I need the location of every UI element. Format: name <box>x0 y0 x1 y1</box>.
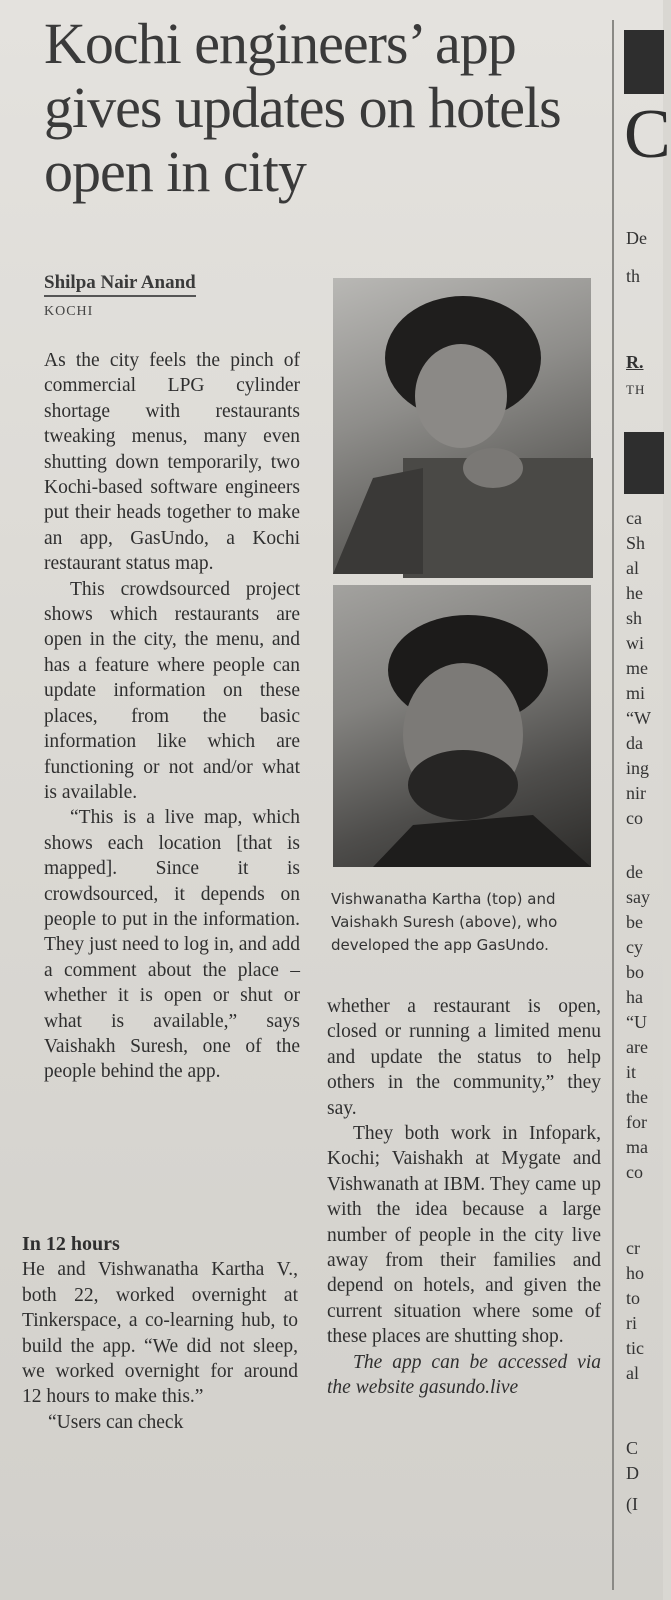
adjacent-text: tic <box>626 1338 644 1358</box>
adjacent-text: “U <box>626 1012 647 1032</box>
adjacent-text: co <box>626 808 643 828</box>
adjacent-dateline: TH <box>626 382 646 397</box>
adjacent-text: da <box>626 733 643 753</box>
adjacent-text: ma <box>626 1137 648 1157</box>
adjacent-text: say <box>626 887 650 907</box>
adjacent-text: it <box>626 1062 637 1082</box>
adjacent-text: for <box>626 1112 647 1132</box>
photo-caption: Vishwanatha Kartha (top) and Vaishakh Suresh (above), who developed the app GasUndo. <box>331 890 558 954</box>
photo-vaishakh-suresh <box>333 585 591 867</box>
article-column-2 <box>327 994 601 1401</box>
portrait-illustration <box>333 278 591 574</box>
adjacent-text: al <box>626 1363 639 1383</box>
adjacent-text: co <box>626 1162 643 1182</box>
article-headline: Kochi engineers’ app gives updates on hotels open in city <box>44 11 561 204</box>
adjacent-text: be <box>626 912 643 932</box>
paragraph: This crowdsourced project shows which restaurants are open in the city, the menu, and has a feature where people can update information on these places, from the basic information like which are functioning or not and/or what is available. <box>44 578 300 803</box>
paragraph: As the city feels the pinch of commercial LPG cylinder shortage with restaurants tweaking menus, many even shutting down temporarily, two Kochi-based software engineers put their heads together to make an app, GasUndo, a Kochi restaurant status map. <box>44 350 300 575</box>
adjacent-glyph: C <box>624 96 671 173</box>
adjacent-text: (I <box>626 1494 638 1514</box>
adjacent-text: Sh <box>626 533 646 553</box>
adjacent-text: me <box>626 658 648 678</box>
article-column-1-top <box>44 348 300 1085</box>
paragraph: whether a restaurant is open, closed or running a limited menu and update the status to help others in the community,” they say. <box>327 996 601 1119</box>
photo-vishwanatha-kartha <box>333 278 591 574</box>
article-column-1-bottom <box>22 1232 298 1435</box>
adjacent-dropcap <box>624 432 664 494</box>
adjacent-text: D <box>626 1463 639 1483</box>
adjacent-text: th <box>626 266 641 286</box>
adjacent-text: the <box>626 1087 648 1107</box>
portrait-illustration <box>333 585 591 867</box>
adjacent-text: cy <box>626 937 643 957</box>
adjacent-text: C <box>626 1438 639 1458</box>
adjacent-byline: R. <box>626 352 644 372</box>
adjacent-text: al <box>626 558 639 578</box>
adjacent-article-column <box>622 0 671 1600</box>
adjacent-text: to <box>626 1288 641 1308</box>
paragraph: “Users can check <box>48 1411 184 1433</box>
adjacent-text: De <box>626 228 647 248</box>
paragraph: They both work in Infopark, Kochi; Vaishakh at Mygate and Vishwanath at IBM. They came up with the idea because a large number of people in the city live away from their families and depend on hotels, and given the current situation where some of these places are shutting shop. <box>327 1123 601 1348</box>
adjacent-text: sh <box>626 608 643 628</box>
adjacent-text: wi <box>626 633 644 653</box>
adjacent-text: bo <box>626 962 644 982</box>
column-divider <box>612 20 614 1590</box>
paragraph: “This is a live map, which shows each location [that is mapped]. Since it is crowdsourced, it depends on people to put in the information. They just need to log in, and add a comment about the place – whether it is open or shut or what is available,” says Vaishakh Suresh, one of the people behind the app. <box>44 807 300 1083</box>
paragraph: He and Vishwanatha Kartha V., both 22, worked overnight at Tinkerspace, a co-learning hub, to build the app. “We did not sleep, we worked overnight for around 12 hours to make this.” <box>22 1259 298 1408</box>
adjacent-text: are <box>626 1037 648 1057</box>
adjacent-text: nir <box>626 783 646 803</box>
article-dateline: KOCHI <box>44 304 94 319</box>
adjacent-text: ca <box>626 508 642 528</box>
adjacent-text: de <box>626 862 643 882</box>
adjacent-text: cr <box>626 1238 640 1258</box>
paragraph: The app can be accessed via the website gasundo.live <box>327 1351 601 1399</box>
adjacent-text: ri <box>626 1313 637 1333</box>
adjacent-text: ha <box>626 987 643 1007</box>
article-subhead: In 12 hours <box>22 1233 120 1255</box>
adjacent-text: he <box>626 583 643 603</box>
article-byline: Shilpa Nair Anand <box>44 272 196 297</box>
adjacent-text: “W <box>626 708 651 728</box>
adjacent-text: mi <box>626 683 646 703</box>
adjacent-text: ho <box>626 1263 644 1283</box>
adjacent-text: ing <box>626 758 650 778</box>
adjacent-glyph-block <box>624 30 664 94</box>
